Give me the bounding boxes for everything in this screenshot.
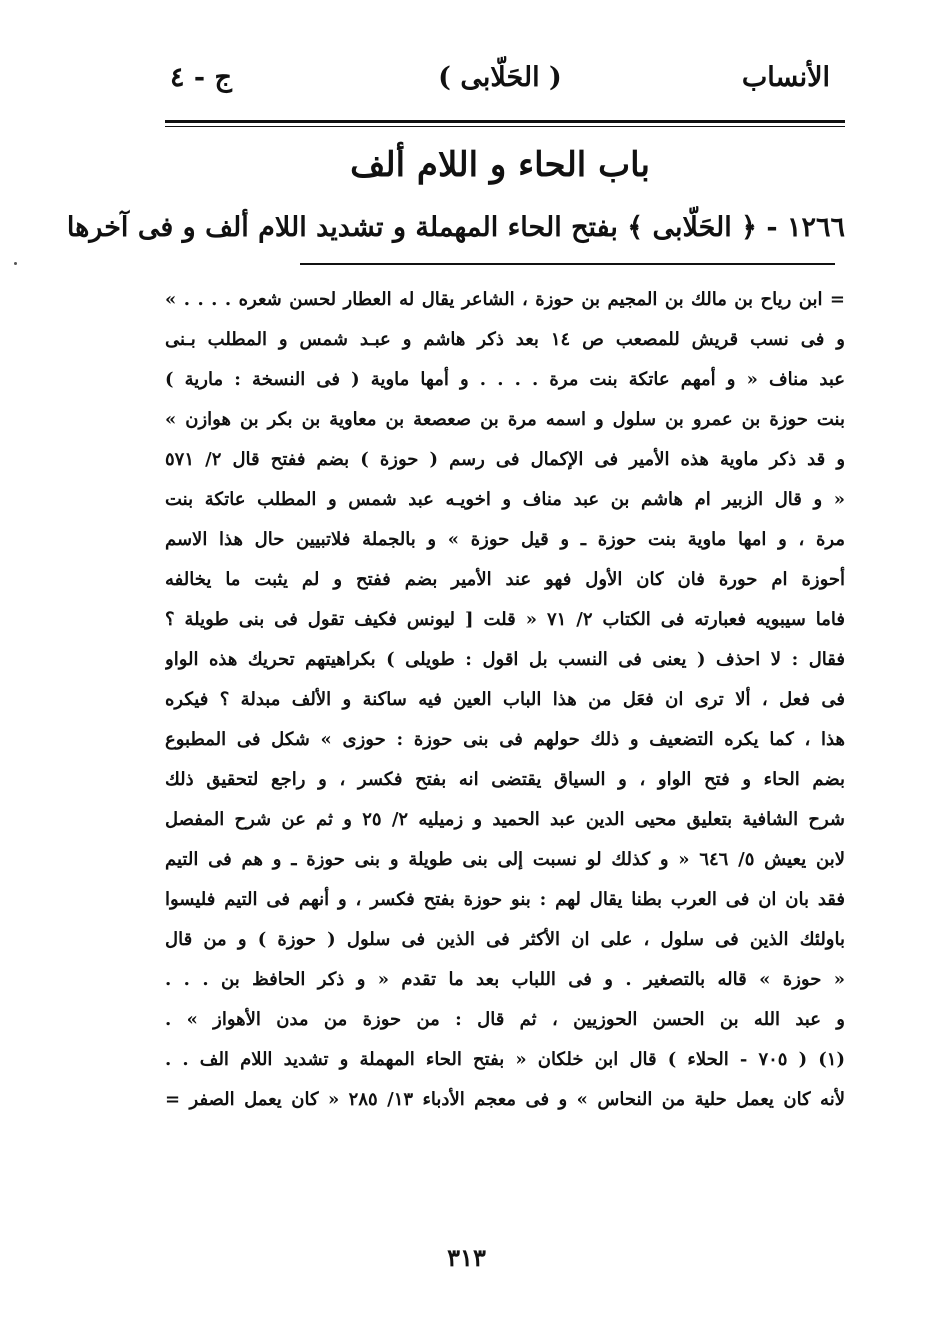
text-line: باولئك الذين فى سلول ، على ان الأكثر فى الذين فى سلول ( حوزة ) و من قال <box>165 929 845 950</box>
text-line: و فى نسب قريش للمصعب ص ١٤ بعد ذكر هاشم و عبـد شمس و المطلب بـنى <box>165 329 845 350</box>
text-line: و قد ذكر ماوية هذه الأمير فى الإكمال فى رسم ( حوزة ) بضم ففتح قال ٢/ ٥٧١ <box>165 449 845 470</box>
text-line: « حوزة » قاله بالتصغير . و فى اللباب بعد ما تقدم « و ذكر الحافظ بن . . . <box>165 969 845 990</box>
running-head-entry-name: ( الحَلّابى ) <box>438 62 562 93</box>
text-line: « و قال الزبير ام هاشم بن عبد مناف و اخويـه عبد شمس و المطلب عاتكة بنت <box>165 489 845 510</box>
text-line: فقد بان ان فى العرب بطنا يقال لهم : بنو حوزة بفتح فكسر ، و أنهم فى التيم فليسوا <box>165 889 845 910</box>
running-head <box>160 62 840 106</box>
text-line: = ابن رياح بن مالك بن المجيم بن حوزة ، الشاعر يقال له العطار لحسن شعره . . . . » <box>165 289 845 310</box>
text-line: بنت حوزة بن عمرو بن سلول و اسمه مرة بن صعصعة بن معاوية بن بكر بن هوازن » <box>165 409 845 430</box>
text-line: أحوزة ام حورة فان كان الأول فهو عند الأمير بضم ففتح و لم يثبت ما يخالفه <box>165 569 845 590</box>
entry-heading: ١٢٦٦ - ﴿ الحَلّابى ﴾ بفتح الحاء المهملة و تشديد اللام ألف و فى آخرها <box>66 212 845 243</box>
text-line: بضم الحاء و فتح الواو ، و السياق يقتضى انه بفتح فكسر ، و راجع لتحقيق ذلك <box>165 769 845 790</box>
text-line: فاما سيبويه فعبارته فى الكتاب ٢/ ٧١ « قلت [ ليونس فكيف تقول فى بنى طويلة ؟ <box>165 609 845 630</box>
text-line: لابن يعيش ٥/ ٦٤٦ « و كذلك لو نسبت إلى بنى طويلة و بنى حوزة ـ و هم فى التيم <box>165 849 845 870</box>
footnote-line: لأنه كان يعمل حلية من النحاس » و فى معجم الأدباء ١٣/ ٢٨٥ « كان يعمل الصفر = <box>165 1089 845 1110</box>
header-rule-thick <box>165 120 845 123</box>
page-number: ٣١٣ <box>447 1243 486 1272</box>
text-line: و عبد الله بن الحسن الحوزيين ، ثم قال : من حوزة من مدن الأهواز » . <box>165 1009 845 1030</box>
running-head-book-title: الأنساب <box>741 62 830 93</box>
text-line: مرة ، و امها ماوية بنت حوزة ـ و قيل حوزة » و بالجملة فلاتبيين حال هذا الاسم <box>165 529 845 550</box>
text-line: عبد مناف « و أمهم عاتكة بنت مرة . . . . و أمها ماوية ( فى النسخة : مارية ) <box>165 369 845 390</box>
text-line: شرح الشافية بتعليق محيى الدين عبد الحميد و زميليه ٢/ ٢٥ و ثم عن شرح المفصل <box>165 809 845 830</box>
footnote-line: (١) ( ٧٠٥ - الحلاء ) قال ابن خلكان « بفتح الحاء المهملة و تشديد اللام الف . . <box>165 1049 845 1070</box>
running-head-volume: ج - ٤ <box>170 62 232 93</box>
text-line: هذا ، كما يكره التضعيف و ذلك حولهم فى بنى حوزة : حوزى » شكل فى المطبوع <box>165 729 845 750</box>
text-line: فى فعل ، ألا ترى ان فعَل من هذا الباب العين فيه ساكنة و الألف مبدلة ؟ فيكره <box>165 689 845 710</box>
scan-speck <box>14 262 17 265</box>
header-rule-thin <box>165 126 845 127</box>
chapter-title: باب الحاء و اللام ألف <box>350 145 650 185</box>
body-text <box>165 280 845 1120</box>
text-line: فقال : لا احذف ( يعنى فى النسب بل اقول : طويلى ) بكراهيتهم تحريك هذه الواو <box>165 649 845 670</box>
entry-heading-underline <box>300 263 835 265</box>
